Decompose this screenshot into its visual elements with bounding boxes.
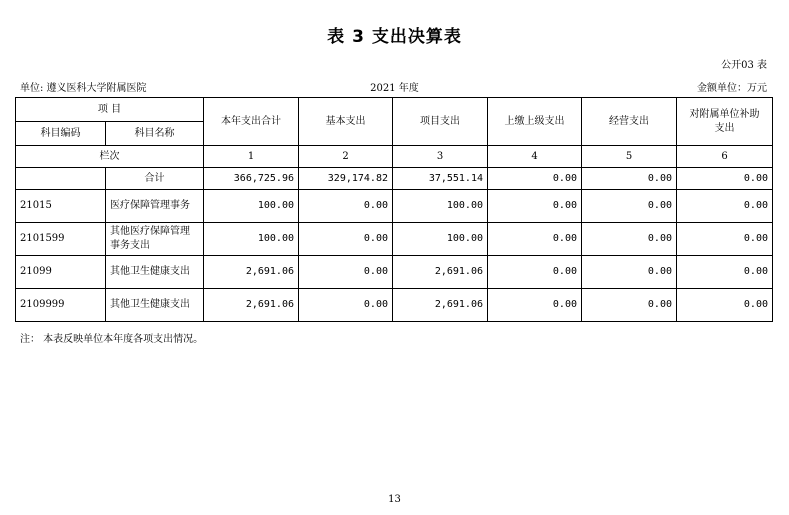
- col-index: 2: [299, 146, 393, 168]
- header-business: 经营支出: [582, 98, 677, 146]
- sum-row: [16, 168, 773, 190]
- amount-cell: 100.00: [204, 190, 299, 223]
- amount-cell: 0.00: [488, 190, 582, 223]
- amount-cell: 2,691.06: [393, 256, 488, 289]
- sum-value: 329,174.82: [299, 168, 393, 190]
- amount-cell: 0.00: [582, 190, 677, 223]
- subject-code: 21099: [16, 256, 106, 289]
- amount-cell: 0.00: [582, 256, 677, 289]
- subject-code: 2101599: [16, 223, 106, 256]
- sum-value: 0.00: [582, 168, 677, 190]
- subject-name: 其他卫生健康支出: [106, 256, 204, 289]
- amount-cell: 2,691.06: [204, 289, 299, 322]
- sum-value: 37,551.14: [393, 168, 488, 190]
- subject-code: 2109999: [16, 289, 106, 322]
- subject-name: 医疗保障管理事务: [106, 190, 204, 223]
- col-index: 4: [488, 146, 582, 168]
- header-total: 本年支出合计: [204, 98, 299, 146]
- form-number: 公开03 表: [721, 60, 767, 71]
- subject-code: 21015: [16, 190, 106, 223]
- header-code: 科目编码: [16, 122, 106, 146]
- header-subsidy: 对附属单位补助支出: [677, 98, 773, 146]
- header-project: 项目支出: [393, 98, 488, 146]
- sum-value: 366,725.96: [204, 168, 299, 190]
- table-row: [16, 256, 773, 289]
- sum-label: 合计: [106, 168, 204, 190]
- header-name: 科目名称: [106, 122, 204, 146]
- amount-cell: 0.00: [677, 256, 773, 289]
- table-row: [16, 190, 773, 223]
- header-upper: 上缴上级支出: [488, 98, 582, 146]
- sum-value: 0.00: [488, 168, 582, 190]
- fiscal-year: 2021 年度: [370, 83, 419, 94]
- amount-cell: 2,691.06: [393, 289, 488, 322]
- amount-cell: 0.00: [582, 223, 677, 256]
- col-index: 3: [393, 146, 488, 168]
- header-row-1: [16, 98, 773, 122]
- header-basic: 基本支出: [299, 98, 393, 146]
- table-row: [16, 289, 773, 322]
- amount-cell: 0.00: [488, 289, 582, 322]
- amount-cell: 100.00: [393, 190, 488, 223]
- table-row: [16, 223, 773, 256]
- expenditure-table: [15, 97, 773, 322]
- amount-cell: 0.00: [299, 223, 393, 256]
- col-index: 5: [582, 146, 677, 168]
- amount-cell: 0.00: [299, 190, 393, 223]
- col-index-label: 栏次: [16, 146, 204, 168]
- col-index: 1: [204, 146, 299, 168]
- amount-cell: 0.00: [677, 190, 773, 223]
- amount-unit: 金额单位：万元: [697, 83, 767, 94]
- amount-cell: 0.00: [488, 256, 582, 289]
- page-title: 表 3 支出决算表: [327, 27, 462, 47]
- sum-value: 0.00: [677, 168, 773, 190]
- subject-name: 其他卫生健康支出: [106, 289, 204, 322]
- header-item: 项 目: [16, 98, 204, 122]
- amount-cell: 0.00: [677, 223, 773, 256]
- amount-cell: 100.00: [204, 223, 299, 256]
- subject-name: 其他医疗保障管理事务支出: [106, 223, 204, 256]
- amount-cell: 0.00: [677, 289, 773, 322]
- amount-cell: 0.00: [299, 289, 393, 322]
- col-index: 6: [677, 146, 773, 168]
- unit-label: 单位: 遵义医科大学附属医院: [20, 83, 147, 94]
- amount-cell: 100.00: [393, 223, 488, 256]
- amount-cell: 2,691.06: [204, 256, 299, 289]
- col-index-row: [16, 146, 773, 168]
- amount-cell: 0.00: [488, 223, 582, 256]
- footnote: 注： 本表反映单位本年度各项支出情况。: [20, 334, 204, 345]
- amount-cell: 0.00: [582, 289, 677, 322]
- page-number: 13: [388, 494, 401, 505]
- amount-cell: 0.00: [299, 256, 393, 289]
- sum-code-cell: [16, 168, 106, 190]
